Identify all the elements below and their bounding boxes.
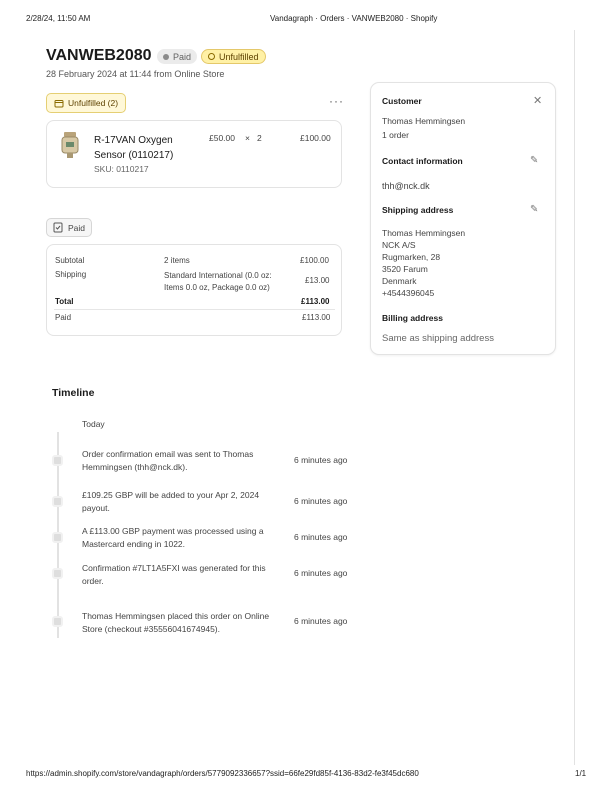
line-item-sku: SKU: 0110217 bbox=[94, 164, 149, 174]
product-thumbnail[interactable] bbox=[60, 131, 80, 159]
shipping-label: Shipping bbox=[55, 270, 87, 279]
timeline-event-time: 6 minutes ago bbox=[294, 532, 348, 542]
contact-info-heading: Contact information bbox=[382, 156, 463, 166]
timeline-event-text: A £113.00 GBP payment was processed using a Mastercard ending in 1022. bbox=[82, 526, 264, 549]
timeline-event-text: Thomas Hemmingsen placed this order on Online Store (checkout #35556041674945). bbox=[82, 611, 270, 634]
order-subtitle: 28 February 2024 at 11:44 from Online Store bbox=[46, 69, 225, 79]
paid-section-button[interactable] bbox=[46, 218, 92, 237]
paid-amount: £113.00 bbox=[302, 313, 331, 322]
timeline-dot-icon bbox=[52, 532, 63, 543]
payment-divider bbox=[54, 309, 335, 310]
print-page-number: 1/1 bbox=[575, 769, 587, 778]
shipping-address-heading: Shipping address bbox=[382, 205, 454, 215]
paid-label: Paid bbox=[55, 313, 72, 322]
line-item-card bbox=[46, 120, 342, 188]
shipping-line: Rugmarken, 28 bbox=[382, 252, 441, 262]
print-datetime: 2/28/24, 11:50 AM bbox=[26, 14, 91, 23]
timeline-dot-icon bbox=[52, 616, 63, 627]
shipping-line: NCK A/S bbox=[382, 240, 416, 250]
line-item-quantity: 2 bbox=[257, 133, 262, 143]
total-label: Total bbox=[55, 297, 74, 306]
page-divider bbox=[574, 30, 575, 765]
order-title: VANWEB2080 bbox=[46, 47, 152, 64]
shipping-amount: £13.00 bbox=[305, 276, 330, 285]
fulfillment-badge-label: Unfulfilled bbox=[219, 51, 259, 62]
package-icon bbox=[54, 98, 64, 108]
timeline-title: Timeline bbox=[52, 387, 95, 399]
billing-address-text: Same as shipping address bbox=[382, 333, 494, 344]
customer-orders[interactable]: 1 order bbox=[382, 130, 409, 140]
paid-section-label: Paid bbox=[68, 222, 86, 233]
timeline-dot-icon bbox=[52, 568, 63, 579]
timeline-event-text: £109.25 GBP will be added to your Apr 2, 2024 payout. bbox=[82, 490, 260, 513]
close-icon[interactable]: ✕ bbox=[533, 95, 543, 107]
subtotal-label: Subtotal bbox=[55, 256, 85, 265]
print-page-title: Vandagraph · Orders · VANWEB2080 · Shopify bbox=[270, 14, 438, 23]
paid-status-badge bbox=[157, 49, 197, 64]
edit-contact-icon[interactable]: ✎ bbox=[530, 155, 539, 166]
line-item-unit-price: £50.00 bbox=[209, 133, 235, 143]
status-dot-icon bbox=[163, 54, 169, 60]
unfulfilled-label: Unfulfilled (2) bbox=[68, 98, 119, 108]
subtotal-desc: 2 items bbox=[164, 256, 190, 265]
paid-badge-label: Paid bbox=[173, 51, 192, 62]
timeline-event-time: 6 minutes ago bbox=[294, 455, 348, 465]
billing-address-heading: Billing address bbox=[382, 313, 443, 323]
subtotal-amount: £100.00 bbox=[300, 256, 329, 265]
print-url: https://admin.shopify.com/store/vandagraph/orders/5779092336657?ssid=66fe29fd85f-4136-83d2-fe3f45dc680 bbox=[26, 769, 419, 778]
receipt-icon bbox=[53, 222, 63, 233]
timeline-dot-icon bbox=[52, 455, 63, 466]
shipping-line: 3520 Farum bbox=[382, 264, 428, 274]
customer-email[interactable]: thh@nck.dk bbox=[382, 181, 430, 191]
shipping-line: Thomas Hemmingsen bbox=[382, 228, 466, 238]
line-item-name[interactable]: R-17VAN Oxygen Sensor (0110217) bbox=[94, 135, 174, 161]
shipping-line: Denmark bbox=[382, 276, 417, 286]
unfulfilled-button[interactable] bbox=[46, 93, 126, 113]
timeline-event-time: 6 minutes ago bbox=[294, 568, 348, 578]
customer-name[interactable]: Thomas Hemmingsen bbox=[382, 116, 466, 126]
timeline-event-time: 6 minutes ago bbox=[294, 496, 348, 506]
more-actions-icon[interactable]: ··· bbox=[329, 94, 344, 108]
edit-shipping-icon[interactable]: ✎ bbox=[530, 204, 539, 215]
shipping-desc: Standard International (0.0 oz: Items 0.0 oz, Package 0.0 oz) bbox=[164, 271, 272, 292]
line-item-times-sign: × bbox=[245, 133, 250, 143]
total-amount: £113.00 bbox=[301, 297, 330, 306]
timeline-event-text: Confirmation #7LT1A5FXI was generated for this order. bbox=[82, 563, 266, 586]
fulfillment-status-badge bbox=[201, 49, 266, 64]
timeline-dot-icon bbox=[52, 496, 63, 507]
customer-heading: Customer bbox=[382, 96, 422, 106]
status-ring-icon bbox=[208, 53, 215, 60]
line-item-total: £100.00 bbox=[300, 133, 331, 143]
shipping-phone: +4544396045 bbox=[382, 288, 435, 298]
timeline-today-label: Today bbox=[82, 419, 105, 429]
timeline-event-time: 6 minutes ago bbox=[294, 616, 348, 626]
timeline-event-text: Order confirmation email was sent to Thomas Hemmingsen (thh@nck.dk). bbox=[82, 449, 254, 472]
